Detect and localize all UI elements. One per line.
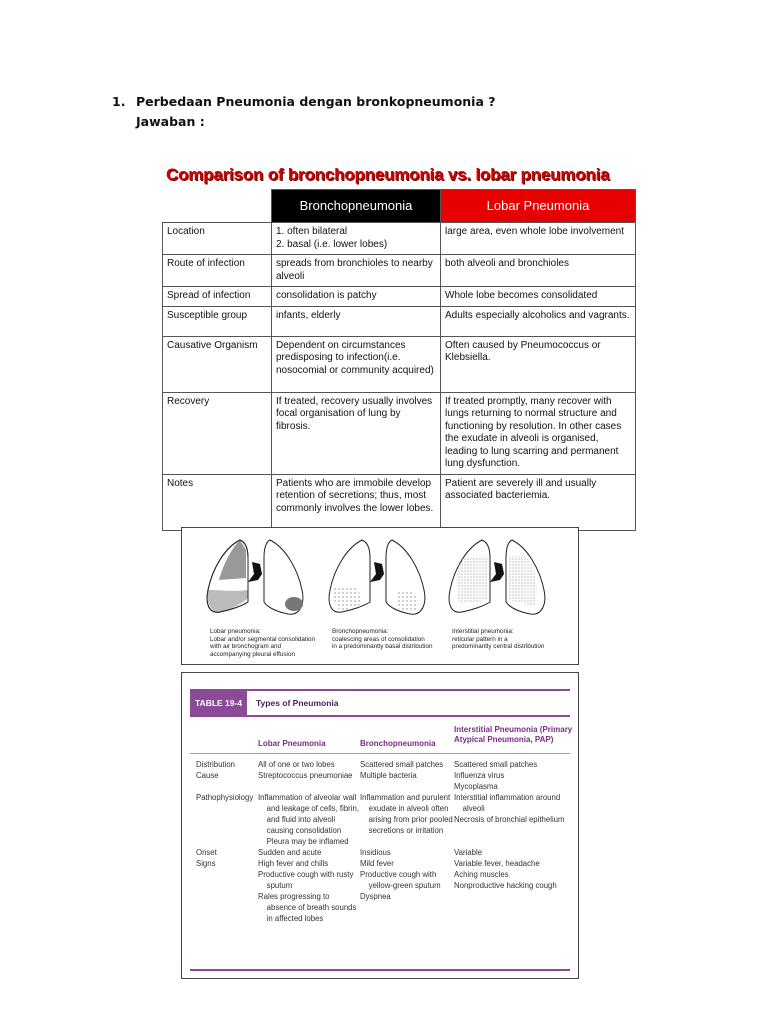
table-row: [163, 474, 636, 530]
header-bronchopneumonia: Bronchopneumonia: [272, 190, 441, 223]
caption-bronchopneumonia: [332, 628, 432, 651]
question-text: Perbedaan Pneumonia dengan bronkopneumonia ?: [136, 94, 496, 109]
table-row: [163, 306, 636, 336]
broncho-cell: spreads from bronchioles to nearby alveoli: [272, 255, 441, 287]
broncho-cell: Patients who are immobile develop retention of secretions; thus, most commonly involves the lower lobes.: [272, 474, 441, 530]
broncho-cell: Dependent on circumstances predisposing to infection(i.e. nosocomial or community acquired): [272, 336, 441, 392]
table-bottom-rule: [190, 969, 570, 971]
row-labels: Distribution Cause Pathophysiology Onset Signs: [196, 760, 254, 868]
caption-lobar-text: Lobar pneumonia: Lobar and/or segmental consolidation with air bronchogram and accompanying pleural effusion: [210, 628, 316, 658]
comparison-header-row: [163, 190, 636, 223]
row-label: Causative Organism: [163, 336, 272, 392]
lobar-cell: Patient are severely ill and usually associated bacteriemia.: [441, 474, 636, 530]
row-label: Susceptible group: [163, 306, 272, 336]
column-interstitial: Interstitial Pneumonia (Primary Atypical Pneumonia, PAP): [454, 725, 573, 744]
column-broncho: Bronchopneumonia: [360, 739, 436, 748]
broncho-text: 1. often bilateral 2. basal (i.e. lower lobes): [276, 226, 388, 250]
caption-bronchopneumonia-text: Bronchopneumonia: coalescing areas of consolidation in a predominantly basal distribution: [332, 628, 433, 650]
table-row: [163, 287, 636, 307]
interstitial-lungs-illustration: [449, 540, 545, 614]
lobar-cell: Whole lobe becomes consolidated: [441, 287, 636, 307]
broncho-cell: [272, 223, 441, 255]
table-row: [163, 255, 636, 287]
row-label: Spread of infection: [163, 287, 272, 307]
column-lobar: Lobar Pneumonia: [258, 739, 326, 748]
table-title: Types of Pneumonia: [256, 698, 339, 708]
table-row: [163, 223, 636, 255]
comparison-table: [162, 189, 636, 531]
row-label: Location: [163, 223, 272, 255]
lobar-cell: both alveoli and bronchioles: [441, 255, 636, 287]
lobar-cell: large area, even whole lobe involvement: [441, 223, 636, 255]
interstitial-column-cells: Scattered small patches Influenza virus Mycoplasma Interstitial inflammation around alveoli Necrosis of bronchial epithelium Variable Variable fever, headache Aching muscles Nonproductive hacking cough: [454, 760, 565, 890]
header-lobar-pneumonia: Lobar Pneumonia: [441, 190, 636, 223]
broncho-column-cells: Scattered small patches Multiple bacteria Inflammation and purulent exudate in alveoli often arising from prior pooled secretions or irritation Insidious Mild fever Productive cough with yellow-green sputum Dyspnea: [360, 760, 453, 901]
broncho-cell: consolidation is patchy: [272, 287, 441, 307]
lobar-column-cells: All of one or two lobes Streptococcus pneumoniae Inflammation of alveolar wall and leakage of cells, fibrin, and fluid into alveoli causing consolidation Pleura may be inflamed Sudden and acute High fever and chills Productive cough with rusty sputum Rales progressing to absence of breath sounds in affected lobes: [258, 760, 359, 923]
lobar-cell: Adults especially alcoholics and vagrants.: [441, 306, 636, 336]
bronchopneumonia-lungs-illustration: [329, 540, 425, 614]
table-badge: TABLE 19-4: [190, 691, 247, 715]
types-table-header: [190, 689, 570, 717]
table-row: [163, 336, 636, 392]
row-label: Route of infection: [163, 255, 272, 287]
broncho-cell: If treated, recovery usually involves focal organisation of lung by fibrosis.: [272, 392, 441, 474]
answer-label: Jawaban :: [136, 114, 205, 129]
table-row: [163, 392, 636, 474]
caption-lobar: [210, 628, 315, 658]
header-blank: [163, 190, 272, 223]
question-block: [112, 92, 496, 132]
question-number: 1.: [112, 94, 126, 109]
lobar-lungs-illustration: [207, 540, 303, 614]
row-label: Notes: [163, 474, 272, 530]
lobar-cell: If treated promptly, many recover with lungs returning to normal structure and functioning by resolution. In other cases the exudate in alveoli is organised, leading to lung scarring and permanent lung dysfunction.: [441, 392, 636, 474]
broncho-cell: infants, elderly: [272, 306, 441, 336]
column-separator: [190, 753, 570, 754]
caption-interstitial-text: Interstitial pneumonia: reticular pattern in a predominantly central distribution: [452, 628, 545, 650]
types-of-pneumonia-table: [181, 672, 579, 979]
comparison-title: Comparison of bronchopneumonia vs. lobar pneumonia: [166, 165, 610, 184]
lobar-cell: Often caused by Pneumococcus or Klebsiella.: [441, 336, 636, 392]
lung-diagram-figure: [181, 527, 579, 665]
row-label: Recovery: [163, 392, 272, 474]
caption-interstitial: [452, 628, 544, 651]
